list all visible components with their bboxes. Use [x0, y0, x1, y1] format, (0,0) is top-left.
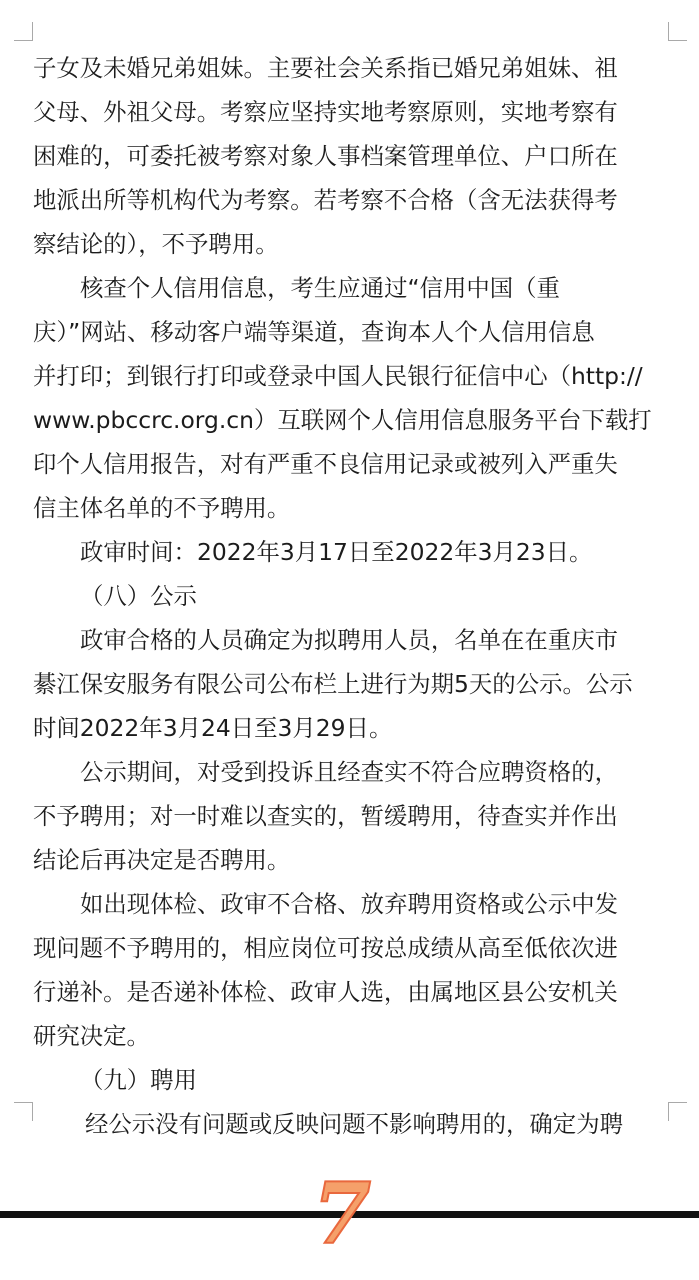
section-heading-publicity [33, 574, 669, 618]
paragraph-review-time [33, 530, 669, 574]
text-line: 困难的，可委托被考察对象人事档案管理单位、户口所在 [33, 142, 618, 170]
section-heading: （八）公示 [80, 582, 197, 610]
text-line: 核查个人信用信息，考生应通过“信用中国（重 [80, 274, 560, 302]
text-line: 察结论的），不予聘用。 [33, 230, 279, 258]
paragraph-replacement [33, 882, 669, 1058]
crop-mark-top-right [668, 22, 687, 41]
crop-mark-top-left [14, 22, 33, 41]
text-line: 地派出所等机构代为考察。若考察不合格（含无法获得考 [33, 186, 618, 214]
section-heading-employment [33, 1058, 669, 1102]
text-line: 印个人信用报告，对有严重不良信用记录或被列入严重失 [33, 450, 618, 478]
text-line: 子女及未婚兄弟姐妹。主要社会关系指已婚兄弟姐妹、祖 [33, 54, 618, 82]
section-heading: （九）聘用 [80, 1066, 197, 1094]
text-line: 父母、外祖父母。考察应坚持实地考察原则，实地考察有 [33, 98, 618, 126]
text-line: 时间2022年3月24日至3月29日。 [33, 714, 393, 742]
text-line: 政审时间：2022年3月17日至2022年3月23日。 [80, 538, 593, 566]
text-line: 经公示没有问题或反映问题不影响聘用的，确定为聘 [85, 1110, 623, 1138]
text-line: 公示期间，对受到投诉且经查实不符合应聘资格的， [80, 758, 618, 786]
text-line: 现问题不予聘用的，相应岗位可按总成绩从高至低依次进 [33, 934, 618, 962]
paragraph-social-relations [33, 46, 669, 266]
text-line: 不予聘用；对一时难以查实的，暂缓聘用，待查实并作出 [33, 802, 618, 830]
crop-mark-bottom-left [14, 1102, 33, 1121]
crop-mark-bottom-right [668, 1102, 687, 1121]
page-number: 7 [312, 1164, 372, 1263]
document-body [33, 46, 669, 1146]
text-line: 结论后再决定是否聘用。 [33, 846, 291, 874]
text-line: 并打印；到银行打印或登录中国人民银行征信中心（http:// [33, 362, 643, 390]
text-line: 如出现体检、政审不合格、放弃聘用资格或公示中发 [80, 890, 618, 918]
text-line: 研究决定。 [33, 1022, 150, 1050]
paragraph-employment [33, 1102, 669, 1146]
paragraph-complaints [33, 750, 669, 882]
text-line: 綦江保安服务有限公司公布栏上进行为期5天的公示。公示 [33, 670, 633, 698]
paragraph-publicity [33, 618, 669, 750]
text-line: 信主体名单的不予聘用。 [33, 494, 291, 522]
text-line: 行递补。是否递补体检、政审人选，由属地区县公安机关 [33, 978, 618, 1006]
text-line: www.pbccrc.org.cn）互联网个人信用信息服务平台下载打 [33, 406, 652, 434]
text-line: 政审合格的人员确定为拟聘用人员，名单在在重庆市 [80, 626, 618, 654]
paragraph-credit-check [33, 266, 669, 530]
text-line: 庆）”网站、移动客户端等渠道，查询本人个人信用信息 [33, 318, 595, 346]
